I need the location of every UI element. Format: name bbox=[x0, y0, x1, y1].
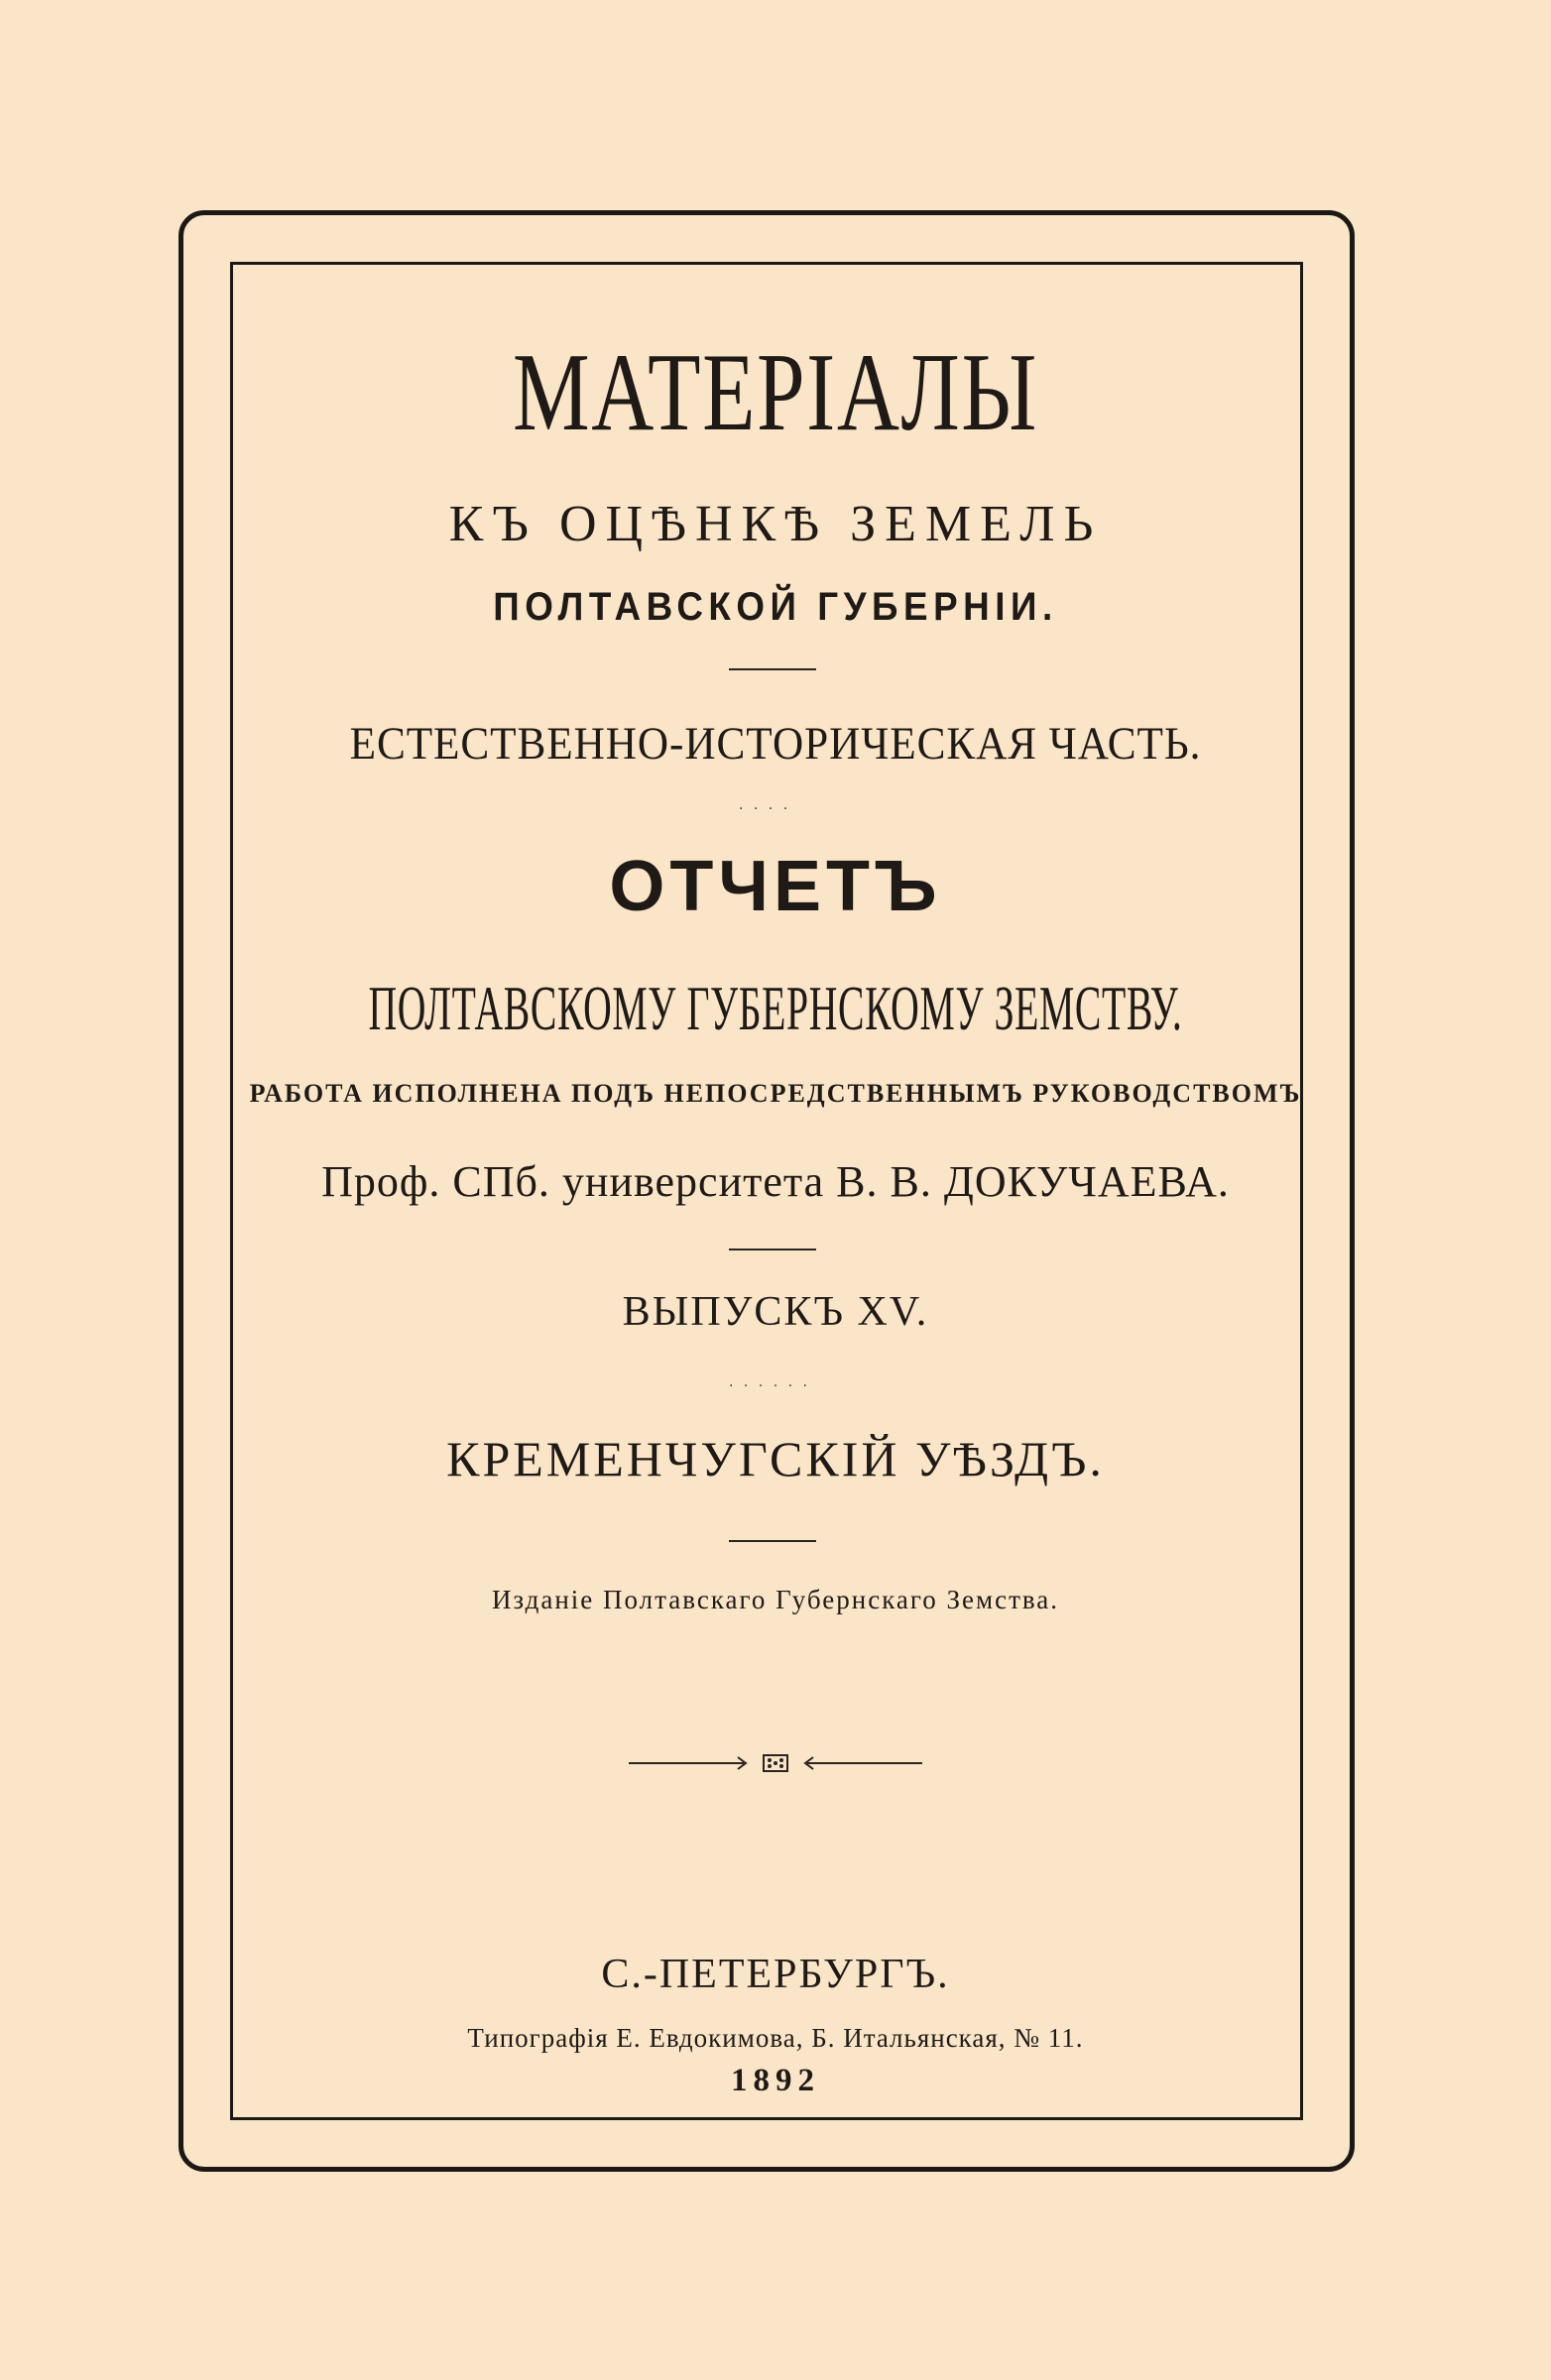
printer-line: Типографія Е. Евдокимова, Б. Итальянская, № 11. bbox=[467, 2023, 1084, 2053]
divider-dots-2: · · · · · · bbox=[729, 1378, 810, 1394]
edition-note: Изданіе Полтавскаго Губернскаго Земства. bbox=[491, 1585, 1060, 1614]
divider-dots-1: · · · · bbox=[739, 801, 791, 817]
subtitle-land-valuation: КЪ ОЦѢНКѢ ЗЕМЕЛЬ bbox=[448, 496, 1103, 552]
supervisor-line: Проф. СПб. университета В. В. ДОКУЧАЕВА. bbox=[321, 1157, 1230, 1206]
main-title: МАТЕРІАЛЫ bbox=[512, 331, 1039, 454]
divider-rule-3 bbox=[729, 1540, 816, 1542]
divider-rule-1 bbox=[729, 668, 816, 670]
publication-city: С.-ПЕТЕРБУРГЪ. bbox=[601, 1952, 950, 1997]
issue-number: ВЫПУСКЪ XV. bbox=[622, 1289, 929, 1335]
district-name: КРЕМЕНЧУГСКІЙ УѢЗДЪ. bbox=[446, 1431, 1105, 1487]
report-recipient: ПОЛТАВСКОМУ ГУБЕРНСКОМУ ЗЕМСТВУ. bbox=[368, 973, 1183, 1043]
subtitle-province: ПОЛТАВСКОЙ ГУБЕРНІИ. bbox=[493, 585, 1058, 629]
publication-year: 1892 bbox=[731, 2063, 820, 2098]
report-heading: ОТЧЕТЪ bbox=[609, 847, 942, 926]
section-part: ЕСТЕСТВЕННО-ИСТОРИЧЕСКАЯ ЧАСТЬ. bbox=[349, 718, 1202, 770]
ornamental-divider-icon bbox=[627, 1751, 924, 1775]
divider-rule-2 bbox=[729, 1249, 816, 1250]
work-note: РАБОТА ИСПОЛНЕНА ПОДЪ НЕПОСРЕДСТВЕННЫМЪ РУКОВОДСТВОМЪ bbox=[249, 1079, 1302, 1108]
